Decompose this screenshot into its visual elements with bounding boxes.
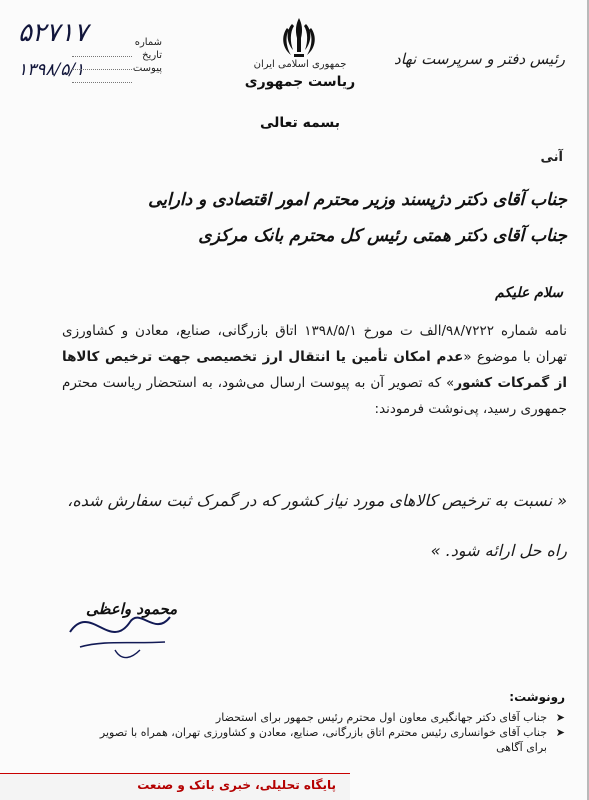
cc-title: رونوشت: (509, 690, 565, 704)
letterhead (220, 58, 380, 92)
label-number: شماره (134, 37, 162, 48)
meta-dotted-line (72, 69, 132, 70)
cc-item (85, 725, 565, 755)
addressee-2: جناب آقای دکتر همتی رئیس کل محترم بانک مرکزی (198, 226, 567, 246)
president-note: « نسبت به ترخیص کالاهای مورد نیاز کشور که در گمرک ثبت سفارش شده، راه حل ارائه شود. » (67, 491, 567, 560)
cc-list (85, 710, 565, 755)
label-date: تاریخ (142, 50, 162, 61)
basmala: بسمه تعالی (259, 115, 341, 131)
cc-item (85, 710, 565, 725)
addressee-1: جناب آقای دکتر دژپسند وزیر محترم امور اقتصادی و دارایی (148, 190, 567, 210)
letter-meta (12, 18, 162, 108)
arrow-icon: ➤ (555, 726, 565, 739)
republic-name: جمهوری اسلامی ایران (253, 59, 347, 70)
meta-dotted-line (72, 82, 132, 83)
letter-number: ۵۲۷۱۷ (18, 18, 88, 48)
urgency-label: آنی (540, 150, 563, 165)
meta-dotted-line (72, 56, 132, 57)
label-attachment: پیوست (132, 63, 162, 74)
presidency-title: ریاست جمهوری (244, 74, 356, 90)
greeting: سلام علیکم (495, 285, 563, 301)
letter-body (62, 318, 567, 422)
body-part-1: نامه شماره ۹۸/۷۲۲۲/الف ت مورخ ۱۳۹۸/۵/۱ اتاق بازرگانی، صنایع، معادن و کشاورزی تهران با موضوع « (62, 323, 567, 365)
top-right-note: رئیس دفتر و سرپرست نهاد (394, 50, 565, 68)
cc-item-text: جناب آقای خوانساری رئیس محترم اتاق بازرگانی، صنایع، معادن و کشاورزی تهران، همراه با تصویر برای آگاهی (99, 726, 547, 754)
footer-watermark (0, 773, 350, 800)
body-part-2: » که تصویر آن به پیوست ارسال می‌شود، به استحضار ریاست محترم جمهوری رسید، پی‌نوشت فرمودند: (62, 375, 567, 417)
arrow-icon: ➤ (555, 711, 565, 724)
letter-date: ۱۳۹۸/۵/۱ (18, 60, 85, 80)
body-subject: عدم امکان تأمین یا انتقال ارز تخصیصی جهت ترخیص کالاها از گمرکات کشور (62, 349, 567, 391)
cc-item-text: جناب آقای دکتر جهانگیری معاون اول محترم رئیس جمهور برای استحضار (215, 711, 547, 724)
iran-emblem-icon (279, 14, 319, 60)
watermark-text: پایگاه تحلیلی، خبری بانک و صنعت (137, 778, 336, 792)
signatory-name: محمود واعظی (86, 600, 178, 618)
